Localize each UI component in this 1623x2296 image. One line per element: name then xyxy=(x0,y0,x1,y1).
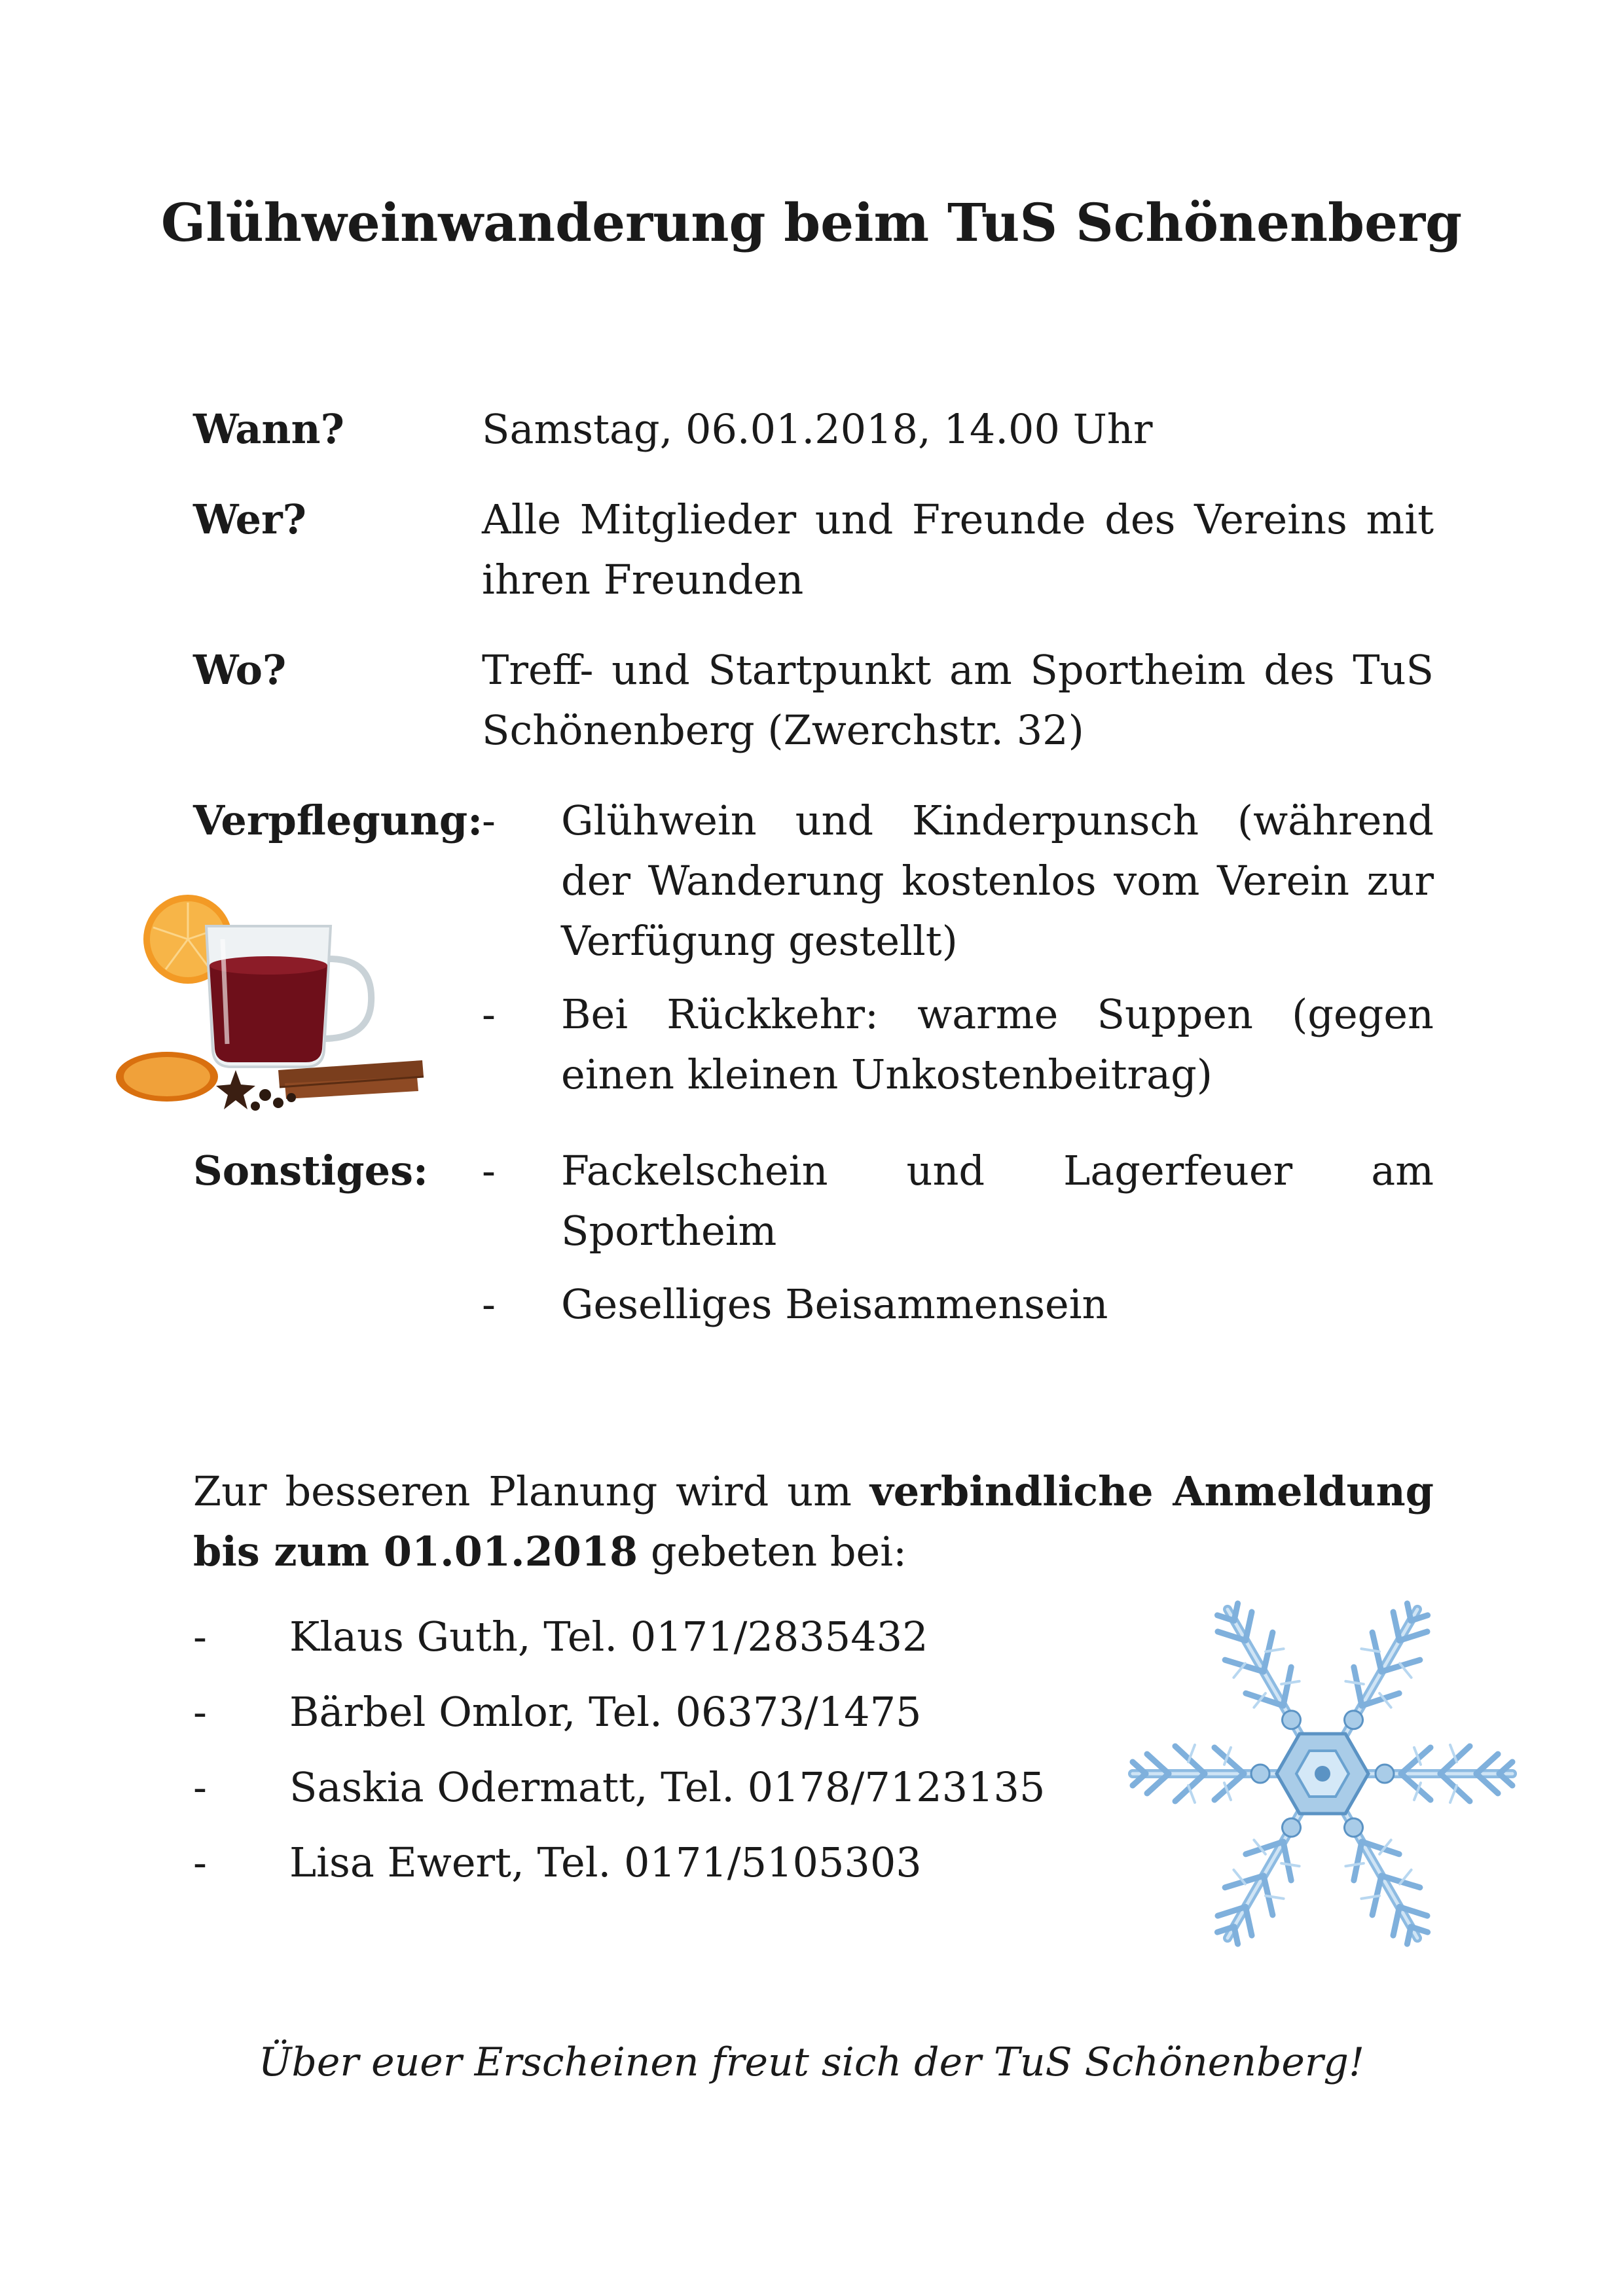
catering-item-text: Bei Rückkehr: warme Suppen (gegen einen kleinen Unkostenbeitrag) xyxy=(561,990,1434,1098)
info-row-where xyxy=(193,640,1434,761)
contact-item xyxy=(193,1833,1045,1893)
bullet-dash: - xyxy=(482,1280,496,1328)
registration-paragraph xyxy=(193,1462,1434,1582)
bullet-dash: - xyxy=(482,990,496,1038)
other-label: Sonstiges: xyxy=(193,1147,428,1194)
closing-line: Über euer Erscheinen freut sich der TuS Schönenberg! xyxy=(258,2039,1365,2085)
registration-deadline: verbindliche Anmeldung bis zum 01.01.2018 xyxy=(193,1467,1434,1575)
bullet-dash: - xyxy=(193,1688,207,1736)
who-value: Alle Mitglieder und Freunde des Vereins mit ihren Freunden xyxy=(482,495,1434,603)
catering-item-text: Glühwein und Kinderpunsch (während der Wanderung kostenlos vom Verein zur Verfügung gestellt) xyxy=(561,797,1434,965)
page-title: Glühweinwanderung beim TuS Schönenberg xyxy=(160,192,1463,253)
info-row-who xyxy=(193,490,1434,610)
bullet-dash: - xyxy=(482,1147,496,1194)
contact-item xyxy=(193,1682,1045,1742)
contact-text: Lisa Ewert, Tel. 0171/5105303 xyxy=(289,1839,922,1886)
other-list xyxy=(482,1141,1434,1335)
contact-text: Saskia Odermatt, Tel. 0178/7123135 xyxy=(289,1763,1046,1811)
when-label: Wann? xyxy=(193,405,344,453)
contact-item xyxy=(193,1607,1045,1667)
who-label: Wer? xyxy=(193,495,307,543)
bullet-dash: - xyxy=(482,797,496,844)
info-row-when xyxy=(193,399,1434,459)
contact-list xyxy=(193,1607,1045,1908)
bullet-dash: - xyxy=(193,1763,207,1811)
other-item xyxy=(482,1141,1434,1261)
registration-text-start: Zur besseren Planung wird um xyxy=(193,1467,870,1515)
info-row-other xyxy=(193,1141,1434,1363)
mulled-wine-glass-icon xyxy=(115,887,426,1129)
where-value: Treff- und Startpunkt am Sportheim des TuS Schönenberg (Zwerchstr. 32) xyxy=(482,646,1434,754)
where-label: Wo? xyxy=(193,646,287,694)
contact-item xyxy=(193,1757,1045,1818)
catering-label: Verpflegung: xyxy=(193,797,483,844)
contact-text: Bärbel Omlor, Tel. 06373/1475 xyxy=(289,1688,922,1736)
registration-text-end: gebeten bei: xyxy=(638,1528,907,1575)
catering-item xyxy=(482,984,1434,1105)
catering-list xyxy=(482,791,1434,1105)
catering-item xyxy=(482,791,1434,971)
when-value: Samstag, 06.01.2018, 14.00 Uhr xyxy=(482,405,1153,453)
snowflake-icon xyxy=(1120,1590,1525,1957)
other-item-text: Fackelschein und Lagerfeuer am Sportheim xyxy=(561,1147,1434,1255)
star-anise-icon xyxy=(216,1070,255,1109)
other-item-text: Geselliges Beisammensein xyxy=(561,1280,1108,1328)
other-item xyxy=(482,1274,1434,1335)
contact-text: Klaus Guth, Tel. 0171/2835432 xyxy=(289,1613,928,1660)
bullet-dash: - xyxy=(193,1839,207,1886)
bullet-dash: - xyxy=(193,1613,207,1660)
